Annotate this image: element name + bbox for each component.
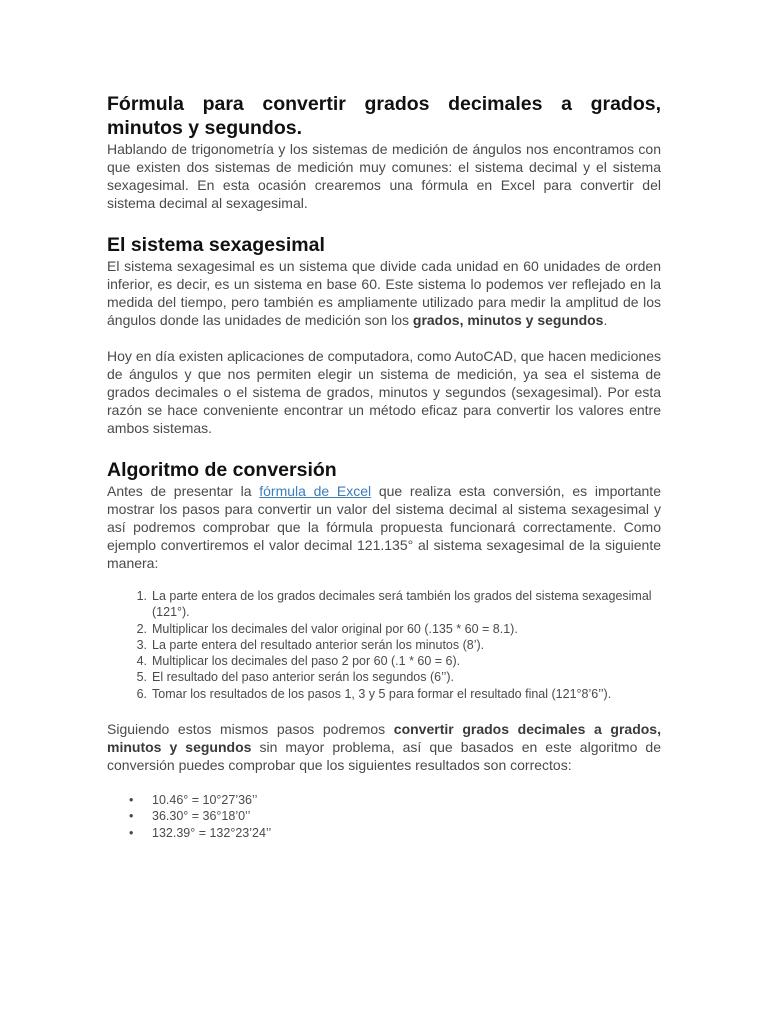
sexagesimal-p1-end: .: [603, 312, 608, 328]
section-heading-algoritmo: Algoritmo de conversión: [107, 459, 337, 481]
list-item-number: 2 .: [127, 621, 147, 637]
bullet-icon: •: [129, 793, 134, 808]
conversion-steps-list: [107, 588, 661, 702]
list-item: [107, 808, 661, 824]
algoritmo-p2-bold: convertir grados decimales a grados, minutos y segundos: [107, 721, 661, 756]
list-item-text: 132.39° = 132°23’24’’: [152, 825, 272, 840]
list-item-number: 4 .: [127, 653, 147, 669]
bullet-icon: •: [129, 809, 134, 824]
sexagesimal-p1-bold: grados, minutos y segundos: [412, 312, 604, 328]
algoritmo-p2-after: sin mayor problema, así que basados en este algoritmo de conversión puedes comprobar que los siguientes resultados son correctos:: [107, 739, 661, 774]
list-item: [107, 669, 661, 685]
list-item-text: Multiplicar los decimales del valor original por 60 (.135 * 60 = 8.1).: [152, 621, 518, 636]
list-item-text: La parte entera de los grados decimales será también los grados del sistema sexagesimal (121°).: [152, 589, 652, 620]
list-item-text: El resultado del paso anterior serán los segundos (6’’).: [152, 670, 455, 685]
list-item-text: 10.46° = 10°27’36’’: [152, 793, 258, 808]
list-item: [107, 653, 661, 669]
bullet-icon: •: [129, 825, 134, 840]
document-page: [107, 92, 661, 841]
list-item: [107, 637, 661, 653]
sexagesimal-paragraph-1: [107, 257, 661, 329]
list-item-text: Multiplicar los decimales del paso 2 por 60 (.1 * 60 = 6).: [152, 654, 461, 669]
list-item: [107, 588, 661, 621]
section-heading-sexagesimal: El sistema sexagesimal: [107, 234, 325, 256]
list-item-number: 6 .: [127, 686, 147, 702]
algoritmo-paragraph-1: [107, 482, 661, 572]
list-item-text: La parte entera del resultado anterior serán los minutos (8’).: [152, 637, 485, 652]
list-item-text: Tomar los resultados de los pasos 1, 3 y 5 para formar el resultado final (121°8’6’’).: [152, 686, 612, 701]
intro-paragraph: Hablando de trigonometría y los sistemas de medición de ángulos nos encontramos con que existen dos sistemas de medición muy comunes: el sistema decimal y el sistema sexagesimal. En esta ocasión crearemos una fórmula en Excel para convertir del sistema decimal al sexagesimal.: [107, 141, 661, 211]
list-item-number: 1 .: [127, 588, 147, 604]
results-list: [107, 792, 661, 841]
list-item-number: 5 .: [127, 669, 147, 685]
list-item-text: 36.30° = 36°18’0’’: [152, 809, 251, 824]
list-item: [107, 686, 661, 702]
document-title: Fórmula para convertir grados decimales a grados, minutos y segundos.: [107, 93, 661, 139]
list-item-number: 3 .: [127, 637, 147, 653]
algoritmo-p1-before: Antes de presentar la: [107, 483, 260, 499]
algoritmo-paragraph-2: [107, 720, 661, 774]
sexagesimal-paragraph-2: Hoy en día existen aplicaciones de computadora, como AutoCAD, que hacen mediciones de ángulos y que nos permiten elegir un sistema de medición, ya sea el sistema de grados decimales o el sistema de grados, minutos y segundos (sexagesimal). Por esta razón se hace conveniente encontrar un método eficaz para convertir los valores entre ambos sistemas.: [107, 348, 661, 436]
algoritmo-p1-after: que realiza esta conversión, es importante mostrar los pasos para convertir un valor del sistema decimal al sistema sexagesimal y así podremos comprobar que la fórmula propuesta funcionará correctamente. Como ejemplo convertiremos el valor decimal 121.135° al sistema sexagesimal de la siguiente manera:: [107, 483, 661, 571]
list-item: [107, 621, 661, 637]
list-item: [107, 792, 661, 808]
formula-excel-link[interactable]: fórmula de Excel: [259, 483, 372, 499]
algoritmo-p2-before: Siguiendo estos mismos pasos podremos: [107, 721, 394, 738]
list-item: [107, 825, 661, 841]
sexagesimal-p1-text: El sistema sexagesimal es un sistema que divide cada unidad en 60 unidades de orden inferior, es decir, es un sistema en base 60. Este sistema lo podemos ver reflejado en la medida del tiempo, pero también es ampliamente utilizado para medir la amplitud de los ángulos donde las unidades de medición son los: [107, 258, 661, 328]
